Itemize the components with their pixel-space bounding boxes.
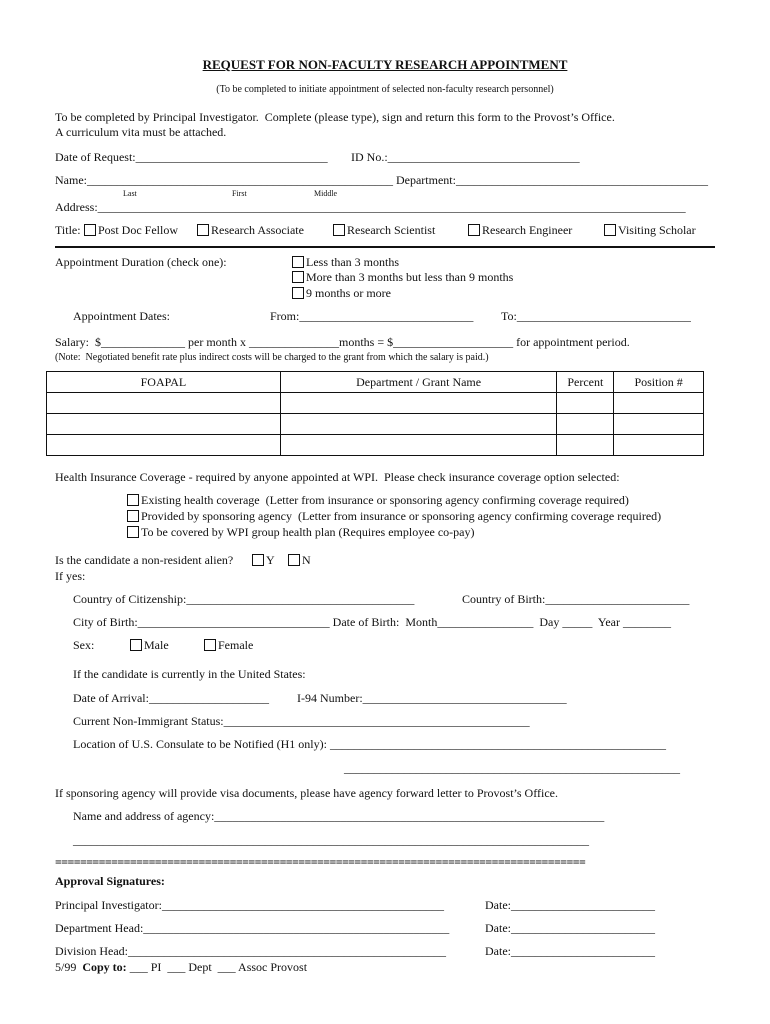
sponsor-instructions: If sponsoring agency will provide visa documents, please have agency forward letter to Provost’s Office.: [55, 786, 558, 800]
title-option-research-scientist[interactable]: Research Scientist: [333, 223, 435, 237]
appointment-dates-label: Appointment Dates:: [73, 309, 170, 323]
checkbox-icon[interactable]: [292, 287, 304, 299]
foapal-table: [46, 371, 704, 456]
separator-line: =====================================================================================: [55, 855, 586, 869]
div-head-signature-field[interactable]: Division Head:_____________________________________________________: [55, 944, 446, 958]
name-first-label: First: [232, 189, 247, 198]
checkbox-icon[interactable]: [292, 271, 304, 283]
checkbox-icon[interactable]: [197, 224, 209, 236]
appointment-from-field[interactable]: From:_____________________________: [270, 309, 474, 323]
title-label: Title:: [55, 223, 81, 237]
date-of-request-field[interactable]: Date of Request:________________________________: [55, 150, 328, 164]
intro-line-2: A curriculum vita must be attached.: [55, 125, 227, 139]
country-of-birth-field[interactable]: Country of Birth:________________________: [462, 592, 690, 606]
table-cell[interactable]: [557, 393, 614, 414]
id-no-field[interactable]: ID No.:________________________________: [351, 150, 580, 164]
checkbox-icon[interactable]: [288, 554, 300, 566]
table-header-percent: Percent: [557, 372, 614, 393]
duration-option-less-3[interactable]: Less than 3 months: [292, 255, 399, 269]
table-cell[interactable]: [557, 435, 614, 456]
salary-note: (Note: Negotiated benefit rate plus indirect costs will be charged to the grant from which the salary is paid.): [55, 352, 489, 363]
title-option-research-associate[interactable]: Research Associate: [197, 223, 304, 237]
checkbox-icon[interactable]: [127, 494, 139, 506]
consulate-field-line-2[interactable]: ________________________________________________________: [344, 761, 680, 775]
table-header-foapal: FOAPAL: [47, 372, 281, 393]
table-cell[interactable]: [47, 393, 281, 414]
dept-head-signature-field[interactable]: Department Head:___________________________________________________: [55, 921, 450, 935]
insurance-label: Health Insurance Coverage - required by anyone appointed at WPI. Please check insurance coverage option selected:: [55, 470, 620, 484]
title-option-research-engineer[interactable]: Research Engineer: [468, 223, 572, 237]
agency-name-address-field[interactable]: Name and address of agency:_________________________________________________________________: [73, 809, 605, 823]
salary-field[interactable]: Salary: $______________ per month x _______________months = $____________________ for appointment period.: [55, 335, 630, 349]
table-cell[interactable]: [280, 414, 557, 435]
name-last-label: Last: [123, 189, 137, 198]
intro-line-1: To be completed by Principal Investigator. Complete (please type), sign and return this form to the Provost’s Office.: [55, 110, 615, 124]
table-row: [47, 435, 704, 456]
checkbox-icon[interactable]: [604, 224, 616, 236]
table-cell[interactable]: [280, 393, 557, 414]
checkbox-icon[interactable]: [84, 224, 96, 236]
section-divider: [55, 246, 715, 248]
footer-copy-label: Copy to:: [82, 960, 127, 974]
sex-female-option[interactable]: Female: [204, 638, 253, 652]
alien-yes-option[interactable]: Y: [252, 553, 275, 567]
alien-question: Is the candidate a non-resident alien?: [55, 553, 234, 567]
table-header-row: [47, 372, 704, 393]
checkbox-icon[interactable]: [127, 526, 139, 538]
non-immigrant-status-field[interactable]: Current Non-Immigrant Status:___________________________________________________: [73, 714, 530, 728]
footer-copy-recipients: ___ PI ___ Dept ___ Assoc Provost: [126, 960, 308, 974]
sex-male-option[interactable]: Male: [130, 638, 169, 652]
i94-number-field[interactable]: I-94 Number:__________________________________: [297, 691, 567, 705]
table-cell[interactable]: [614, 435, 704, 456]
consulate-field[interactable]: Location of U.S. Consulate to be Notified (H1 only): ________________________________________________________: [73, 737, 666, 751]
name-middle-label: Middle: [314, 189, 338, 198]
table-cell[interactable]: [280, 435, 557, 456]
checkbox-icon[interactable]: [252, 554, 264, 566]
checkbox-icon[interactable]: [127, 510, 139, 522]
sex-label: Sex:: [73, 638, 95, 652]
div-head-date-field[interactable]: Date:________________________: [485, 944, 655, 958]
duration-label: Appointment Duration (check one):: [55, 255, 227, 269]
dept-head-date-field[interactable]: Date:________________________: [485, 921, 655, 935]
alien-no-option[interactable]: N: [288, 553, 311, 567]
title-option-post-doc[interactable]: Post Doc Fellow: [84, 223, 178, 237]
table-cell[interactable]: [614, 393, 704, 414]
footer-copy-to: [55, 960, 307, 974]
duration-option-9-plus[interactable]: 9 months or more: [292, 286, 391, 300]
pi-date-field[interactable]: Date:________________________: [485, 898, 655, 912]
checkbox-icon[interactable]: [292, 256, 304, 268]
citizenship-field[interactable]: Country of Citizenship:______________________________________: [73, 592, 415, 606]
approval-title: Approval Signatures:: [55, 874, 165, 888]
agency-address-line-2[interactable]: ______________________________________________________________________________________: [73, 833, 589, 847]
in-us-label: If the candidate is currently in the United States:: [73, 667, 306, 681]
duration-option-3-to-9[interactable]: More than 3 months but less than 9 months: [292, 270, 513, 284]
form-title: REQUEST FOR NON-FACULTY RESEARCH APPOINTMENT: [202, 57, 568, 72]
appointment-to-field[interactable]: To:_____________________________: [501, 309, 691, 323]
table-cell[interactable]: [557, 414, 614, 435]
footer-version: 5/99: [55, 960, 77, 974]
date-of-arrival-field[interactable]: Date of Arrival:____________________: [73, 691, 269, 705]
name-department-field[interactable]: Name:___________________________________________________ Department:__________________________________________: [55, 173, 708, 187]
table-header-department: Department / Grant Name: [280, 372, 557, 393]
checkbox-icon[interactable]: [204, 639, 216, 651]
address-field[interactable]: Address:__________________________________________________________________________________________________: [55, 200, 686, 214]
insurance-option-wpi[interactable]: To be covered by WPI group health plan (Requires employee co-pay): [127, 525, 475, 539]
form-subtitle: (To be completed to initiate appointment of selected non-faculty research personnel): [216, 84, 554, 95]
title-option-visiting-scholar[interactable]: Visiting Scholar: [604, 223, 696, 237]
table-row: [47, 393, 704, 414]
checkbox-icon[interactable]: [130, 639, 142, 651]
checkbox-icon[interactable]: [333, 224, 345, 236]
table-header-position: Position #: [614, 372, 704, 393]
checkbox-icon[interactable]: [468, 224, 480, 236]
table-cell[interactable]: [47, 414, 281, 435]
insurance-option-sponsor[interactable]: Provided by sponsoring agency (Letter from insurance or sponsoring agency confirming coverage required): [127, 509, 661, 523]
table-cell[interactable]: [614, 414, 704, 435]
table-cell[interactable]: [47, 435, 281, 456]
table-row: [47, 414, 704, 435]
insurance-option-existing[interactable]: Existing health coverage (Letter from insurance or sponsoring agency confirming coverage required): [127, 493, 629, 507]
if-yes-label: If yes:: [55, 569, 86, 583]
city-date-of-birth-field[interactable]: City of Birth:________________________________ Date of Birth: Month________________ Day _____ Year ________: [73, 615, 671, 629]
pi-signature-field[interactable]: Principal Investigator:_______________________________________________: [55, 898, 444, 912]
